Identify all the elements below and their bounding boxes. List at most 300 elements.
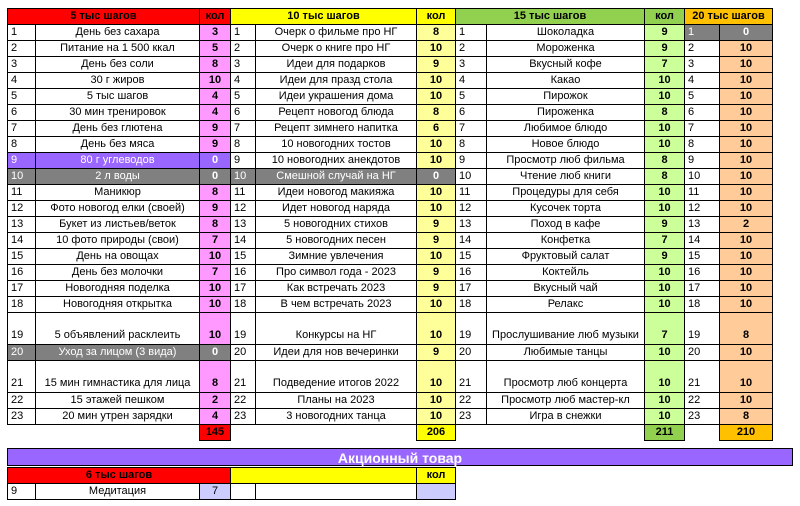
task-5k: День без мяса (36, 137, 200, 153)
count-20k: 8 (720, 409, 773, 425)
table-row (8, 105, 773, 121)
row-number-10k: 13 (231, 217, 256, 233)
task-15k: Просмотр люб концерта (487, 361, 645, 393)
count-10k: 10 (417, 313, 456, 345)
count-20k: 10 (720, 185, 773, 201)
row-number-15k: 13 (456, 217, 487, 233)
row-number-20k: 12 (685, 201, 720, 217)
count-10k: 9 (417, 233, 456, 249)
row-number-5k: 3 (8, 57, 36, 73)
header-15k-count: кол (645, 9, 685, 25)
count-15k: 7 (645, 313, 685, 345)
row-number-20k: 3 (685, 57, 720, 73)
row-number-5k: 13 (8, 217, 36, 233)
count-5k: 8 (200, 57, 231, 73)
table-row (8, 153, 773, 169)
count-20k: 10 (720, 169, 773, 185)
row-number-10k: 21 (231, 361, 256, 393)
count-10k: 9 (417, 281, 456, 297)
task-15k: Чтение люб книги (487, 169, 645, 185)
count-20k: 10 (720, 233, 773, 249)
count-20k: 10 (720, 41, 773, 57)
row-number-5k: 7 (8, 121, 36, 137)
total-10k: 206 (417, 425, 456, 441)
count-5k: 2 (200, 393, 231, 409)
totals-spacer (456, 425, 645, 441)
count-5k: 7 (200, 233, 231, 249)
row-number-20k: 17 (685, 281, 720, 297)
row-number-15k: 11 (456, 185, 487, 201)
task-10k: Подведение итогов 2022 (256, 361, 417, 393)
count-5k: 4 (200, 409, 231, 425)
count-10k: 10 (417, 153, 456, 169)
row-number-5k: 5 (8, 89, 36, 105)
row-number-15k: 8 (456, 137, 487, 153)
row-number-5k: 15 (8, 249, 36, 265)
row-number-5k: 21 (8, 361, 36, 393)
promo-row-empty-count (417, 484, 456, 500)
row-number-15k: 20 (456, 345, 487, 361)
task-10k: Идеи для празд стола (256, 73, 417, 89)
task-10k: Очерк о книге про НГ (256, 41, 417, 57)
row-number-10k: 11 (231, 185, 256, 201)
count-5k: 7 (200, 265, 231, 281)
row-number-15k: 17 (456, 281, 487, 297)
task-10k: Очерк о фильме про НГ (256, 25, 417, 41)
row-number-10k: 4 (231, 73, 256, 89)
promo-header-6k: 6 тыс шагов (8, 468, 231, 484)
table-row (8, 57, 773, 73)
count-20k: 10 (720, 361, 773, 393)
task-10k: 3 новогодних танца (256, 409, 417, 425)
row-number-15k: 9 (456, 153, 487, 169)
task-5k: Питание на 1 500 ккал (36, 41, 200, 57)
row-number-15k: 19 (456, 313, 487, 345)
row-number-20k: 18 (685, 297, 720, 313)
count-20k: 10 (720, 89, 773, 105)
row-number-20k: 10 (685, 169, 720, 185)
task-15k: Процедуры для себя (487, 185, 645, 201)
count-10k: 10 (417, 297, 456, 313)
task-15k: Пирожок (487, 89, 645, 105)
task-5k: Новогодняя поделка (36, 281, 200, 297)
count-15k: 10 (645, 137, 685, 153)
task-10k: Идеи для нов вечеринки (256, 345, 417, 361)
total-20k: 210 (720, 425, 773, 441)
total-15k: 211 (645, 425, 685, 441)
table-row (8, 169, 773, 185)
task-15k: Кусочек торта (487, 201, 645, 217)
task-10k: 10 новогодних тостов (256, 137, 417, 153)
row-number-15k: 3 (456, 57, 487, 73)
row-number-20k: 4 (685, 73, 720, 89)
count-10k: 10 (417, 249, 456, 265)
task-15k: Поход в кафе (487, 217, 645, 233)
table-row (8, 281, 773, 297)
count-15k: 10 (645, 345, 685, 361)
task-15k: Любимое блюдо (487, 121, 645, 137)
task-10k: Идеи новогод макияжа (256, 185, 417, 201)
row-number-15k: 16 (456, 265, 487, 281)
task-5k: Уход за лицом (3 вида) (36, 345, 200, 361)
task-15k: Вкусный чай (487, 281, 645, 297)
row-number-20k: 6 (685, 105, 720, 121)
row-number-5k: 17 (8, 281, 36, 297)
row-number-20k: 8 (685, 137, 720, 153)
task-15k: Шоколадка (487, 25, 645, 41)
row-number-5k: 14 (8, 233, 36, 249)
promo-header-blank (231, 468, 417, 484)
task-15k: Игра в снежки (487, 409, 645, 425)
count-10k: 10 (417, 393, 456, 409)
count-15k: 8 (645, 105, 685, 121)
promo-table (7, 467, 456, 500)
row-number-15k: 14 (456, 233, 487, 249)
count-10k: 8 (417, 105, 456, 121)
count-5k: 3 (200, 25, 231, 41)
row-number-10k: 6 (231, 105, 256, 121)
row-number-20k: 2 (685, 41, 720, 57)
promo-header-count: кол (417, 468, 456, 484)
promo-header-row (8, 468, 456, 484)
task-5k: Фото новогод елки (своей) (36, 201, 200, 217)
task-5k: 30 г жиров (36, 73, 200, 89)
count-15k: 10 (645, 281, 685, 297)
row-number-10k: 12 (231, 201, 256, 217)
row-number-10k: 5 (231, 89, 256, 105)
row-number-5k: 20 (8, 345, 36, 361)
row-number-15k: 5 (456, 89, 487, 105)
count-10k: 10 (417, 201, 456, 217)
row-number-5k: 10 (8, 169, 36, 185)
count-20k: 10 (720, 393, 773, 409)
challenge-table (7, 8, 773, 441)
count-10k: 10 (417, 361, 456, 393)
count-5k: 9 (200, 201, 231, 217)
row-number-15k: 2 (456, 41, 487, 57)
task-15k: Прослушивание люб музыки (487, 313, 645, 345)
row-number-10k: 20 (231, 345, 256, 361)
count-10k: 10 (417, 41, 456, 57)
task-10k: 10 новогодних анекдотов (256, 153, 417, 169)
task-15k: Фруктовый салат (487, 249, 645, 265)
count-5k: 10 (200, 249, 231, 265)
task-10k: Рецепт новогод блюда (256, 105, 417, 121)
count-15k: 10 (645, 361, 685, 393)
count-20k: 10 (720, 105, 773, 121)
task-15k: Коктейль (487, 265, 645, 281)
count-5k: 10 (200, 73, 231, 89)
count-5k: 10 (200, 297, 231, 313)
table-row (8, 121, 773, 137)
row-number-15k: 10 (456, 169, 487, 185)
promo-row-count: 7 (200, 484, 231, 500)
count-5k: 8 (200, 185, 231, 201)
row-number-20k: 11 (685, 185, 720, 201)
task-15k: Какао (487, 73, 645, 89)
row-number-10k: 23 (231, 409, 256, 425)
task-15k: Новое блюдо (487, 137, 645, 153)
task-5k: 30 мин тренировок (36, 105, 200, 121)
task-10k: 5 новогодних песен (256, 233, 417, 249)
row-number-5k: 8 (8, 137, 36, 153)
row-number-5k: 22 (8, 393, 36, 409)
row-number-20k: 13 (685, 217, 720, 233)
count-15k: 9 (645, 25, 685, 41)
count-5k: 9 (200, 121, 231, 137)
promo-row-empty-num (231, 484, 256, 500)
row-number-20k: 7 (685, 121, 720, 137)
header-20k: 20 тыс шагов (685, 9, 773, 25)
task-15k: Просмотр люб фильма (487, 153, 645, 169)
count-20k: 10 (720, 265, 773, 281)
row-number-15k: 21 (456, 361, 487, 393)
task-5k: 2 л воды (36, 169, 200, 185)
count-10k: 9 (417, 265, 456, 281)
count-15k: 10 (645, 393, 685, 409)
row-number-10k: 9 (231, 153, 256, 169)
task-10k: Конкурсы на НГ (256, 313, 417, 345)
task-5k: 80 г углеводов (36, 153, 200, 169)
row-number-15k: 22 (456, 393, 487, 409)
task-15k: Вкусный кофе (487, 57, 645, 73)
table-row (8, 393, 773, 409)
row-number-5k: 23 (8, 409, 36, 425)
row-number-20k: 19 (685, 313, 720, 345)
row-number-20k: 15 (685, 249, 720, 265)
task-10k: 5 новогодних стихов (256, 217, 417, 233)
row-number-15k: 15 (456, 249, 487, 265)
count-10k: 9 (417, 217, 456, 233)
table-row (8, 313, 773, 345)
count-15k: 10 (645, 73, 685, 89)
table-row (8, 201, 773, 217)
table-row (8, 233, 773, 249)
task-5k: 5 тыс шагов (36, 89, 200, 105)
task-10k: Планы на 2023 (256, 393, 417, 409)
task-5k: 10 фото природы (свои) (36, 233, 200, 249)
table-row (8, 89, 773, 105)
row-number-20k: 21 (685, 361, 720, 393)
count-10k: 10 (417, 73, 456, 89)
count-20k: 8 (720, 313, 773, 345)
count-5k: 4 (200, 105, 231, 121)
promo-row-empty-name (256, 484, 417, 500)
count-20k: 10 (720, 57, 773, 73)
task-5k: День без глютена (36, 121, 200, 137)
count-15k: 9 (645, 217, 685, 233)
count-10k: 10 (417, 409, 456, 425)
row-number-10k: 15 (231, 249, 256, 265)
row-number-5k: 19 (8, 313, 36, 345)
table-row (8, 217, 773, 233)
row-number-5k: 16 (8, 265, 36, 281)
task-10k: Как встречать 2023 (256, 281, 417, 297)
count-15k: 8 (645, 169, 685, 185)
count-5k: 0 (200, 169, 231, 185)
count-20k: 10 (720, 73, 773, 89)
count-15k: 8 (645, 153, 685, 169)
count-10k: 10 (417, 89, 456, 105)
row-number-20k: 20 (685, 345, 720, 361)
task-15k: Просмотр люб мастер-кл (487, 393, 645, 409)
row-number-15k: 1 (456, 25, 487, 41)
task-15k: Конфетка (487, 233, 645, 249)
row-number-20k: 1 (685, 25, 720, 41)
row-number-10k: 7 (231, 121, 256, 137)
task-15k: Релакс (487, 297, 645, 313)
row-number-20k: 23 (685, 409, 720, 425)
row-number-5k: 12 (8, 201, 36, 217)
count-15k: 10 (645, 121, 685, 137)
row-number-10k: 3 (231, 57, 256, 73)
totals-spacer (685, 425, 720, 441)
count-15k: 9 (645, 41, 685, 57)
promo-row (8, 484, 456, 500)
count-20k: 2 (720, 217, 773, 233)
task-15k: Любимые танцы (487, 345, 645, 361)
count-20k: 10 (720, 345, 773, 361)
header-row (8, 9, 773, 25)
task-5k: День без молочки (36, 265, 200, 281)
table-row (8, 185, 773, 201)
table-row (8, 265, 773, 281)
table-row (8, 137, 773, 153)
row-number-10k: 10 (231, 169, 256, 185)
task-10k: Идет новогод наряда (256, 201, 417, 217)
count-5k: 5 (200, 41, 231, 57)
count-5k: 9 (200, 137, 231, 153)
row-number-10k: 14 (231, 233, 256, 249)
task-15k: Мороженка (487, 41, 645, 57)
task-10k: Смешной случай на НГ (256, 169, 417, 185)
task-5k: 5 объявлений расклеить (36, 313, 200, 345)
row-number-10k: 2 (231, 41, 256, 57)
row-number-15k: 4 (456, 73, 487, 89)
count-20k: 10 (720, 153, 773, 169)
task-5k: День на овощах (36, 249, 200, 265)
totals-spacer (231, 425, 417, 441)
row-number-5k: 2 (8, 41, 36, 57)
task-10k: Рецепт зимнего напитка (256, 121, 417, 137)
row-number-20k: 9 (685, 153, 720, 169)
totals-row (8, 425, 773, 441)
row-number-20k: 16 (685, 265, 720, 281)
count-15k: 10 (645, 185, 685, 201)
row-number-20k: 22 (685, 393, 720, 409)
count-10k: 8 (417, 25, 456, 41)
table-row (8, 73, 773, 89)
row-number-5k: 1 (8, 25, 36, 41)
task-5k: Маникюр (36, 185, 200, 201)
promo-row-name: Медитация (36, 484, 200, 500)
task-5k: 15 мин гимнастика для лица (36, 361, 200, 393)
task-10k: Идеи украшения дома (256, 89, 417, 105)
row-number-10k: 19 (231, 313, 256, 345)
task-5k: День без соли (36, 57, 200, 73)
task-5k: 20 мин утрен зарядки (36, 409, 200, 425)
row-number-15k: 23 (456, 409, 487, 425)
table-row (8, 25, 773, 41)
count-10k: 9 (417, 57, 456, 73)
task-10k: Зимние увлечения (256, 249, 417, 265)
promo-banner: Акционный товар (7, 448, 793, 466)
count-20k: 10 (720, 297, 773, 313)
header-10k: 10 тыс шагов (231, 9, 417, 25)
header-10k-count: кол (417, 9, 456, 25)
count-10k: 10 (417, 185, 456, 201)
count-5k: 10 (200, 313, 231, 345)
count-10k: 10 (417, 137, 456, 153)
row-number-5k: 9 (8, 153, 36, 169)
task-5k: День без сахара (36, 25, 200, 41)
header-15k: 15 тыс шагов (456, 9, 645, 25)
row-number-15k: 12 (456, 201, 487, 217)
header-5k-count: кол (200, 9, 231, 25)
count-10k: 9 (417, 345, 456, 361)
row-number-5k: 6 (8, 105, 36, 121)
table-row (8, 41, 773, 57)
count-15k: 9 (645, 249, 685, 265)
count-15k: 7 (645, 57, 685, 73)
table-row (8, 249, 773, 265)
count-20k: 10 (720, 121, 773, 137)
row-number-10k: 18 (231, 297, 256, 313)
count-10k: 0 (417, 169, 456, 185)
task-5k: Букет из листьев/веток (36, 217, 200, 233)
row-number-5k: 11 (8, 185, 36, 201)
count-15k: 7 (645, 233, 685, 249)
promo-row-number: 9 (8, 484, 36, 500)
count-15k: 10 (645, 409, 685, 425)
task-5k: 15 этажей пешком (36, 393, 200, 409)
count-20k: 10 (720, 137, 773, 153)
count-20k: 10 (720, 281, 773, 297)
task-5k: Новогодняя открытка (36, 297, 200, 313)
total-5k: 145 (200, 425, 231, 441)
count-20k: 10 (720, 201, 773, 217)
row-number-15k: 18 (456, 297, 487, 313)
task-10k: В чем встречать 2023 (256, 297, 417, 313)
task-10k: Идеи для подарков (256, 57, 417, 73)
count-5k: 8 (200, 361, 231, 393)
count-5k: 8 (200, 217, 231, 233)
header-5k: 5 тыс шагов (8, 9, 200, 25)
row-number-10k: 17 (231, 281, 256, 297)
count-5k: 0 (200, 153, 231, 169)
task-10k: Про символ года - 2023 (256, 265, 417, 281)
row-number-5k: 4 (8, 73, 36, 89)
count-15k: 10 (645, 265, 685, 281)
table-row (8, 345, 773, 361)
table-row (8, 409, 773, 425)
count-5k: 0 (200, 345, 231, 361)
count-10k: 6 (417, 121, 456, 137)
row-number-10k: 16 (231, 265, 256, 281)
row-number-20k: 5 (685, 89, 720, 105)
count-20k: 10 (720, 249, 773, 265)
count-5k: 10 (200, 281, 231, 297)
task-15k: Пироженка (487, 105, 645, 121)
totals-spacer (8, 425, 200, 441)
count-15k: 10 (645, 89, 685, 105)
table-row (8, 297, 773, 313)
row-number-15k: 7 (456, 121, 487, 137)
row-number-15k: 6 (456, 105, 487, 121)
row-number-5k: 18 (8, 297, 36, 313)
count-20k: 0 (720, 25, 773, 41)
row-number-10k: 22 (231, 393, 256, 409)
